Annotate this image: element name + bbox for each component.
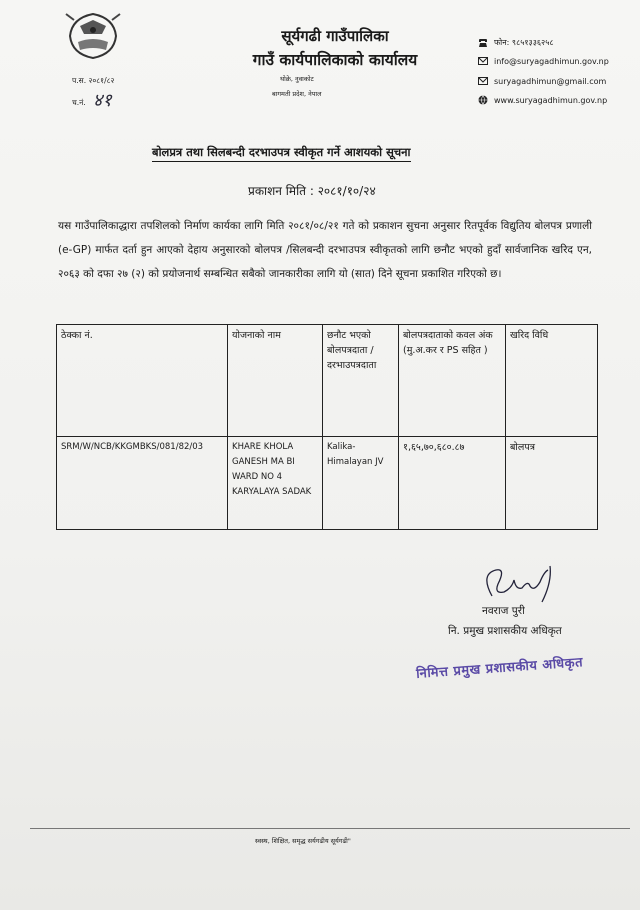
cell-project-name: KHARE KHOLA GANESH MA BI WARD NO 4 KARYALAYA SADAK — [228, 437, 323, 530]
contact-gmail-text: suryagadhimun@gmail.com — [494, 76, 607, 86]
address-line: थोक्रे, नुवाकोट — [280, 75, 314, 83]
official-stamp: निमित्त प्रमुख प्रशासकीय अधिकृत — [415, 655, 584, 682]
nepal-emblem-icon — [62, 6, 124, 64]
publication-date: प्रकाशन मिति : २०८१/१०/२४ — [248, 184, 376, 198]
footer-motto: स्वस्थ, शिक्षित, समृद्ध सर्यगढीय सूर्यगढी" — [255, 837, 351, 845]
notice-body: यस गाउँपालिकाद्धारा तपशिलको निर्माण कार्यका लागि मिति २०८१/०८/२१ गते को प्रकाशन सुचना अनुसार रितपूर्वक विद्युतिय बोलपत्र प्रणाली (e-GP) मार्फत दर्ता हुन आएको देहाय अनुसारको बोलपत्र /सिलबन्दी दरभाउपत्र स्वीकृतको लागि छनौट भएको हुदाँ सार्वजानिक खरिद एन, २०६३ को दफा २७ (२) को प्रयोजनार्थ सम्बन्धित सबैको जानकारीका लागि यो (सात) दिने सूचना प्रकाशित गरिएको छ। — [58, 220, 592, 280]
col-header-bidder: छनौट भएको बोलपत्रदाता / दरभाउपत्रदाता — [323, 325, 399, 437]
table-row — [57, 437, 598, 530]
award-table — [56, 324, 598, 530]
table-header-row — [57, 325, 598, 437]
office-name: गाउँ कार्यपालिकाको कार्यालय — [252, 51, 418, 69]
contact-email — [478, 56, 609, 66]
signature-scrawl — [470, 562, 560, 608]
cno-label: च.नं. — [72, 98, 86, 107]
cell-amount: १,६५,७०,६८०.८७ — [399, 437, 506, 530]
footer-divider — [30, 828, 630, 829]
signatory-name: नवराज पुरी — [482, 605, 525, 617]
col-header-amount: बोलपत्रदाताको कवल अंक (मु.अ.कर र PS सहित ) — [399, 325, 506, 437]
contact-phone-text: फोन: ९८५१३३६२५८ — [494, 38, 554, 47]
cell-method: बोलपत्र — [506, 437, 598, 530]
notice-heading: बोलप्रत्र तथा सिलबन्दी दरभाउपत्र स्वीकृत गर्ने आशयको सूचना — [152, 145, 411, 162]
province-line: बागमती प्रदेश, नेपाल — [272, 90, 322, 98]
reference-number: प.स. २०८१/८२ — [72, 76, 115, 85]
contact-website — [478, 95, 607, 105]
contact-email-text: info@suryagadhimun.gov.np — [494, 56, 609, 66]
signatory-designation: नि. प्रमुख प्रशासकीय अधिकृत — [448, 625, 562, 637]
globe-icon — [478, 95, 488, 105]
col-header-project: योजनाको नाम — [228, 325, 323, 437]
cell-contract-no: SRM/W/NCB/KKGMBKS/081/82/03 — [57, 437, 228, 530]
contact-gmail — [478, 76, 606, 86]
col-header-contract: ठेक्का नं. — [57, 325, 228, 437]
phone-icon — [478, 38, 488, 48]
col-header-method: खरिद विधि — [506, 325, 598, 437]
email-icon — [478, 56, 488, 66]
cno-value: ४१ — [93, 90, 112, 111]
municipality-name: सूर्यगढी गाउँपालिका — [281, 27, 389, 45]
cell-bidder: Kalika-Himalayan JV — [323, 437, 399, 530]
email-icon — [478, 76, 488, 86]
contact-phone — [478, 37, 554, 48]
contact-website-text: www.suryagadhimun.gov.np — [494, 95, 608, 105]
